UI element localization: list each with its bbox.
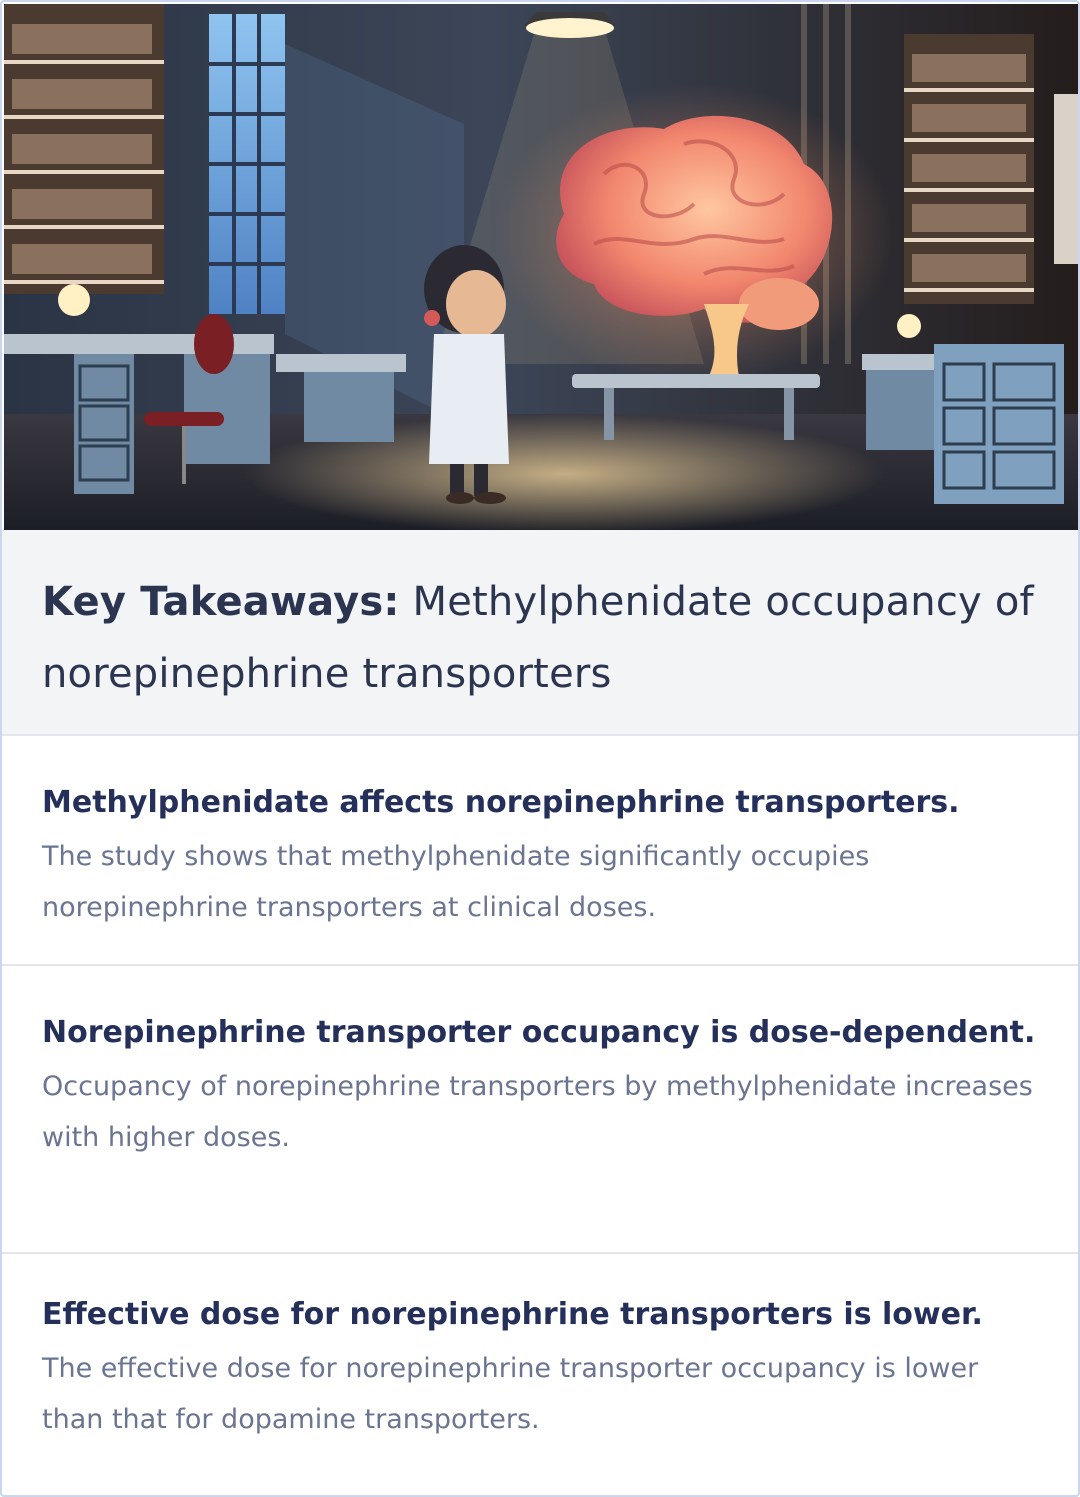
title-topic: Methylphenidate occupancy of norepinephrine transporters [42,579,1034,697]
takeaway-heading: Norepinephrine transporter occupancy is dose-dependent. [42,1015,1036,1050]
takeaway-body: The effective dose for norepinephrine transporter occupancy is lower than that for dopamine transporters. [42,1353,979,1435]
takeaway-item [2,736,1078,966]
takeaway-heading: Effective dose for norepinephrine transporters is lower. [42,1297,983,1332]
takeaway-body: Occupancy of norepinephrine transporters by methylphenidate increases with higher doses. [42,1071,1033,1153]
takeaway-item [2,966,1078,1254]
takeaway-body: The study shows that methylphenidate significantly occupies norepinephrine transporters at clinical doses. [42,841,870,923]
takeaway-item [2,1254,1078,1495]
title-label: Key Takeaways: [42,579,400,625]
hero-illustration [4,4,1078,530]
card-header [2,530,1078,736]
takeaway-heading: Methylphenidate affects norepinephrine transporters. [42,785,960,820]
page-title [42,566,1038,710]
